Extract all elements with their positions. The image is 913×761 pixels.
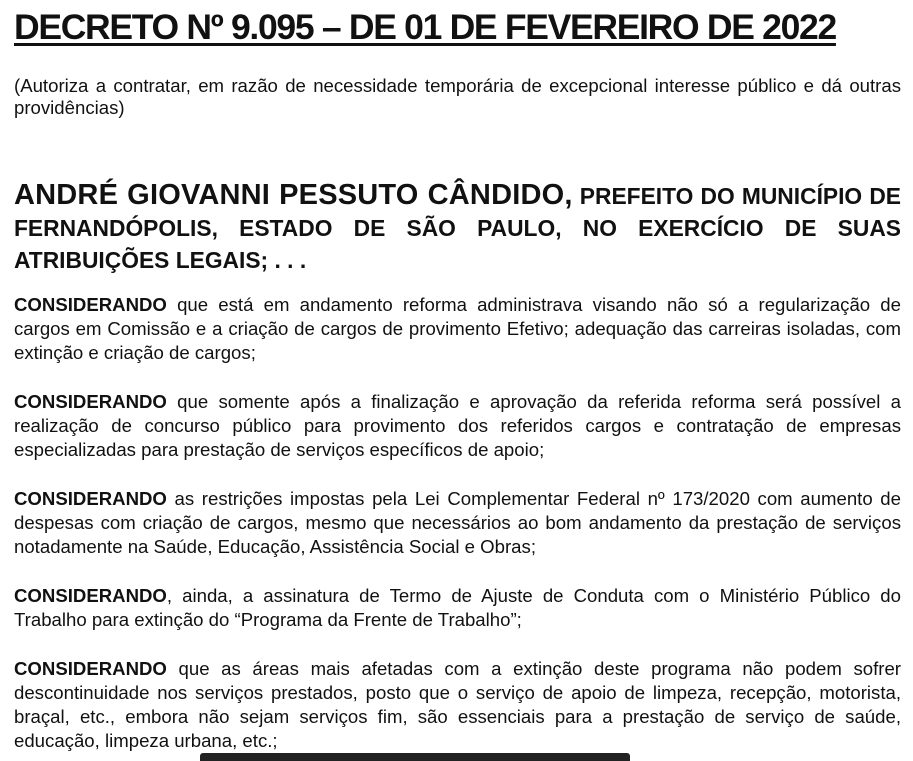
clause-lead: CONSIDERANDO (14, 294, 167, 315)
clause-text: que está em andamento reforma administrava visando não só a regularização de cargos em Comissão e a criação de cargos de provimento Efetivo; adequação das carreiras isoladas, com extinção e criação de cargos; (14, 294, 901, 363)
clause-lead: CONSIDERANDO (14, 391, 167, 412)
clause-text: as restrições impostas pela Lei Complementar Federal nº 173/2020 com aumento de despesas com criação de cargos, mesmo que necessários ao bom andamento da prestação de serviços notadamente na Saúde, Educação, Assistência Social e Obras; (14, 488, 901, 557)
clause-text: que as áreas mais afetadas com a extinção deste programa não podem sofrer descontinuidade nos serviços prestados, posto que o serviço de apoio de limpeza, recepção, motorista, braçal, etc., embora não sejam serviços fim, são essenciais para a prestação de serviço de saúde, educação, limpeza urbana, etc.; (14, 658, 901, 751)
clause-lead: CONSIDERANDO (14, 658, 167, 679)
mayor-name: ANDRÉ GIOVANNI PESSUTO CÂNDIDO, (14, 179, 573, 211)
clause-lead: CONSIDERANDO (14, 585, 167, 606)
considerando-clause-4 (14, 584, 901, 632)
footer-divider (200, 753, 630, 761)
decree-page (14, 0, 901, 753)
clause-lead: CONSIDERANDO (14, 488, 167, 509)
considerando-clause-2 (14, 390, 901, 462)
decree-title: DECRETO Nº 9.095 – DE 01 DE FEVEREIRO DE 2022 (14, 7, 836, 47)
considerando-clause-3 (14, 487, 901, 559)
authority-paragraph (14, 179, 901, 276)
considerando-clause-5 (14, 657, 901, 753)
decree-summary: (Autoriza a contratar, em razão de necessidade temporária de excepcional interesse público e dá outras providências) (14, 75, 901, 118)
clause-text: , ainda, a assinatura de Termo de Ajuste de Conduta com o Ministério Público do Trabalho para extinção do “Programa da Frente de Trabalho”; (14, 585, 901, 630)
authority-title: PREFEITO DO MUNICÍPIO DE FERNANDÓPOLIS, ESTADO DE SÃO PAULO, NO EXERCÍCIO DE SUAS ATRIBUIÇÕES LEGAIS; . . . (14, 183, 901, 273)
considerando-clause-1 (14, 293, 901, 365)
clause-text: que somente após a finalização e aprovação da referida reforma será possível a realização de concurso público para provimento dos referidos cargos e contratação de empresas especializadas para prestação de serviços específicos de apoio; (14, 391, 901, 460)
